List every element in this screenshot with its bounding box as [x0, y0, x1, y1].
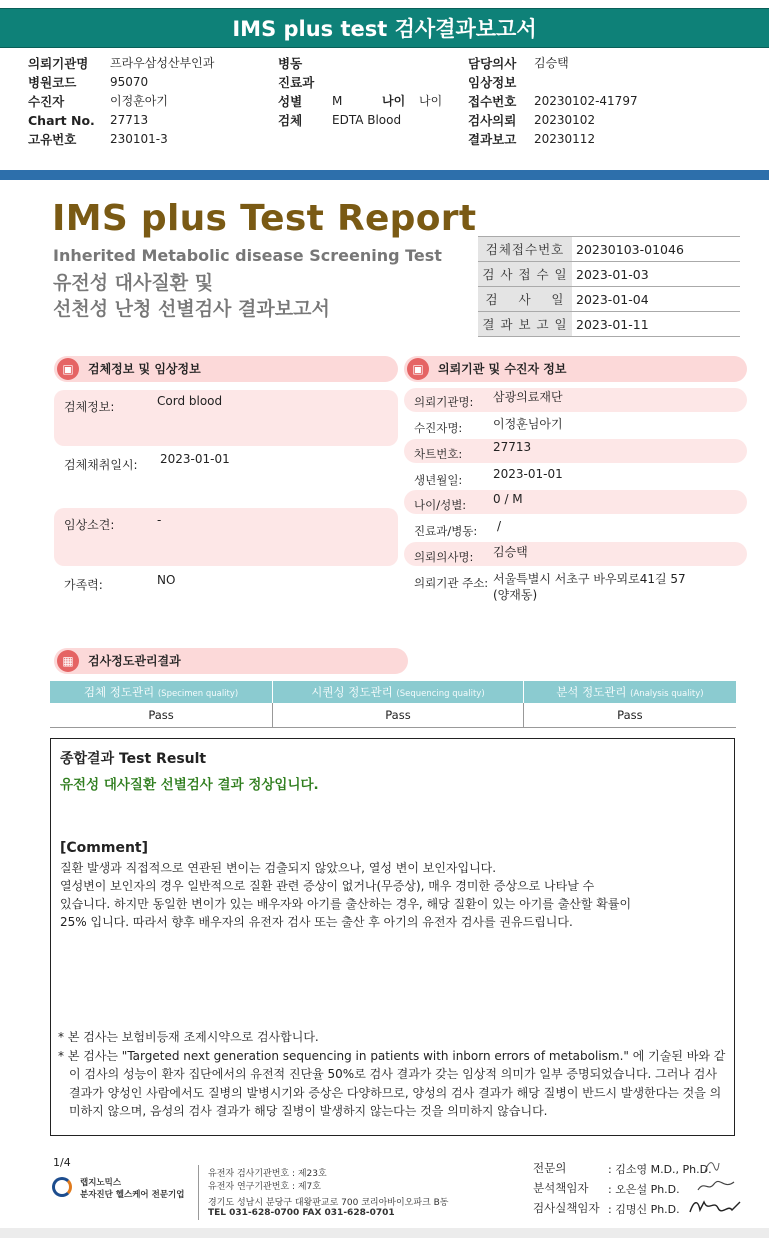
- comment-header: [Comment]: [60, 840, 149, 856]
- header-label: 성별: [278, 94, 303, 109]
- header-value: 27713: [110, 113, 149, 127]
- table-row: [478, 262, 740, 287]
- lock-icon: ▣: [57, 358, 79, 380]
- patient-value: /: [497, 519, 502, 533]
- comment-body: [60, 859, 725, 931]
- meta-value: 2023-01-03: [572, 262, 740, 287]
- meta-value: 20230103-01046: [572, 237, 740, 262]
- signer-role: 전문의: [533, 1161, 567, 1175]
- report-title: IMS plus Test Report: [52, 198, 477, 239]
- header-label: 검사의뢰: [468, 113, 517, 128]
- collection-date-label: 검체채취일시:: [64, 458, 138, 472]
- report-subtitle-en: Inherited Metabolic disease Screening Test: [53, 246, 442, 265]
- signer-name: : 김소영 M.D., Ph.D.: [608, 1163, 712, 1176]
- note: * 본 검사는 "Targeted next generation sequencing in patients with inborn errors of metabolism." 에 기술된 바와 같이 검사의 성능이 환자 집단에서의 유전적 진단율 50%로 검사 결과가 갖는 임상적 의미가 일부 증명되었습니다. 그러나 검사 결과가 양성인 사람에서도 질병의 발병시기와 증상은 다양하므로, 양성의 검사 결과가 해당 질병이 반드시 발생한다는 것을 의미하지 않으며, 음성의 검사 결과가 해당 질병이 발생하지 않는다는 것을 의미하지 않습니다.: [58, 1048, 726, 1118]
- footer-divider: [198, 1165, 199, 1220]
- patient-label: 의뢰의사명:: [414, 550, 474, 564]
- header-labels-2: [278, 54, 314, 130]
- family-history-label: 가족력:: [64, 578, 103, 592]
- logo-name: 랩지노믹스: [80, 1178, 122, 1188]
- signature-mark: [696, 1178, 736, 1194]
- patient-value: 이정훈님아기: [493, 417, 563, 431]
- footer-contact: TEL 031-628-0700 FAX 031-628-0701: [208, 1208, 395, 1218]
- specimen-section-header: [54, 356, 398, 382]
- result-title: 종합결과 Test Result: [60, 751, 207, 767]
- patient-label: 나이/성별:: [414, 498, 467, 512]
- qc-table: [50, 681, 736, 728]
- header-label: 의뢰기관명: [28, 56, 89, 71]
- section-title: 검체정보 및 임상정보: [88, 362, 201, 376]
- footer-info: 유전자 검사기관번호 : 제23호: [208, 1169, 327, 1179]
- collection-date-value: 2023-01-01: [160, 452, 230, 466]
- divider-bar: [0, 170, 769, 180]
- qc-header: [523, 681, 736, 703]
- qc-header-en: (Specimen quality): [157, 689, 239, 699]
- qc-header-ko: 시퀀싱 정도관리: [311, 685, 393, 699]
- header-label: 수진자: [28, 94, 65, 109]
- header-value: [332, 54, 401, 73]
- patient-label: 의뢰기관명:: [414, 395, 474, 409]
- patient-label: 생년월일:: [414, 473, 463, 487]
- qc-header-en: (Sequencing quality): [396, 689, 485, 699]
- patient-value: 2023-01-01: [493, 467, 563, 481]
- header-value: M: [332, 94, 343, 108]
- header-label: 병원코드: [28, 75, 77, 90]
- comment-line: 질환 발생과 직접적으로 연관된 변이는 검출되지 않았으나, 열성 변이 보인자입니다.: [60, 861, 497, 875]
- header-value: 20230112: [534, 132, 596, 146]
- patient-value: 서울특별시 서초구 바우뫼로41길 57: [493, 572, 686, 586]
- notes: [58, 1028, 730, 1121]
- clinical-value: -: [157, 513, 162, 527]
- header-value: 이정훈아기: [110, 94, 168, 108]
- specimen-value: Cord blood: [157, 394, 223, 408]
- section-title: 의뢰기관 및 수진자 정보: [438, 362, 567, 376]
- table-row: [478, 312, 740, 337]
- company-logo-icon: [52, 1177, 72, 1197]
- header-label: 접수번호: [468, 94, 517, 109]
- header-age-label: 나이: [382, 94, 406, 108]
- header-value: [534, 73, 638, 92]
- qc-header-ko: 검체 정도관리: [83, 685, 155, 699]
- patient-label: 수진자명:: [414, 421, 463, 435]
- meta-label: 검 사 접 수 일: [478, 262, 572, 287]
- signature-mark: [702, 1158, 722, 1176]
- header-values-3: [534, 54, 638, 149]
- patient-value: 김승택: [493, 545, 528, 559]
- header-label: 고유번호: [28, 132, 77, 147]
- signer-name: : 오은설 Ph.D.: [608, 1183, 680, 1196]
- result-summary: 유전성 대사질환 선별검사 결과 정상입니다.: [60, 777, 319, 793]
- section-title: 검사정도관리결과: [88, 654, 181, 668]
- page-bottom-edge: [0, 1228, 769, 1238]
- patient-value: 27713: [493, 440, 532, 454]
- comment-line: 있습니다. 하지만 동일한 변이가 있는 배우자와 아기를 출산하는 경우, 해당 질환이 있는 아기를 출산할 확률이: [60, 897, 632, 911]
- qc-section-header: [54, 648, 408, 674]
- header-value: 20230102-41797: [534, 94, 638, 108]
- receipt-info-table: [478, 236, 740, 337]
- patient-section-header: [404, 356, 747, 382]
- header-value: [332, 73, 401, 92]
- footer-info: 유전자 연구기관번호 : 제7호: [208, 1182, 321, 1192]
- signer-role: 검사실책임자: [533, 1201, 600, 1215]
- header-values-1: [110, 54, 214, 149]
- patient-value: 삼광의료재단: [493, 390, 563, 404]
- header-label: Chart No.: [28, 113, 95, 128]
- signer-name: : 김명신 Ph.D.: [608, 1203, 680, 1216]
- qc-value: Pass: [273, 703, 524, 727]
- clipboard-icon: ▦: [57, 650, 79, 672]
- header-value: 20230102: [534, 113, 596, 127]
- header-label: 검체: [278, 113, 303, 128]
- table-row: [478, 287, 740, 312]
- footer-info: 경기도 성남시 분당구 대왕판교로 700 코리아바이오파크 B동: [208, 1198, 449, 1208]
- comment-line: 25% 입니다. 따라서 향후 배우자의 유전자 검사 또는 출산 후 아기의 유전자 검사를 권유드립니다.: [60, 915, 573, 929]
- meta-label: 검 사 일: [478, 287, 572, 312]
- qc-header-en: (Analysis quality): [630, 689, 704, 699]
- header-value: EDTA Blood: [332, 113, 402, 127]
- qc-header: [50, 681, 273, 703]
- patient-value: 0 / M: [493, 492, 523, 506]
- report-banner: IMS plus test 검사결과보고서: [0, 8, 769, 48]
- header-labels-1: [28, 54, 95, 149]
- patient-label: 의뢰기관 주소:: [414, 576, 489, 590]
- qc-header-ko: 분석 정도관리: [556, 685, 627, 699]
- header-age-value: 나이: [419, 94, 443, 108]
- meta-value: 2023-01-04: [572, 287, 740, 312]
- meta-label: 결 과 보 고 일: [478, 312, 572, 337]
- page-number: 1/4: [53, 1156, 71, 1169]
- header-label: 임상정보: [468, 75, 517, 90]
- patient-label: 차트번호:: [414, 447, 463, 461]
- specimen-label: 검체정보:: [64, 400, 115, 414]
- header-label: 병동: [278, 56, 303, 71]
- result-box: [50, 738, 735, 1136]
- header-label: 결과보고: [468, 132, 517, 147]
- note: * 본 검사는 보험비등재 조제시약으로 검사합니다.: [58, 1030, 319, 1044]
- report-subtitle-ko-1: 유전성 대사질환 및: [53, 272, 214, 294]
- comment-line: 열성변이 보인자의 경우 일반적으로 질환 관련 증상이 없거나(무증상), 매우 경미한 증상으로 나타날 수: [60, 879, 595, 893]
- family-history-value: NO: [157, 573, 176, 587]
- qc-header: [273, 681, 524, 703]
- signature-mark: [688, 1196, 744, 1216]
- header-value: 230101-3: [110, 132, 168, 146]
- report-subtitle-ko-2: 선천성 난청 선별검사 결과보고서: [53, 298, 330, 320]
- clinical-label: 임상소견:: [64, 518, 115, 532]
- signer-role: 분석책임자: [533, 1181, 589, 1195]
- header-label: 담당의사: [468, 56, 517, 71]
- header-value: 프라우삼성산부인과: [110, 56, 215, 70]
- logo-tagline: 분자진단 헬스케어 전문기업: [80, 1190, 185, 1200]
- patient-label: 진료과/병동:: [414, 524, 478, 538]
- patient-value-cont: (양재동): [493, 588, 538, 602]
- table-row: [478, 237, 740, 262]
- meta-value: 2023-01-11: [572, 312, 740, 337]
- table-row: [50, 703, 736, 727]
- table-header-row: [50, 681, 736, 703]
- qc-value: Pass: [523, 703, 736, 727]
- header-value: 김승택: [534, 56, 569, 70]
- meta-label: 검체접수번호: [478, 237, 572, 262]
- header-labels-3: [468, 54, 516, 149]
- qc-value: Pass: [50, 703, 273, 727]
- header-value: 95070: [110, 75, 149, 89]
- header-label: 진료과: [278, 75, 315, 90]
- lock-icon: ▣: [407, 358, 429, 380]
